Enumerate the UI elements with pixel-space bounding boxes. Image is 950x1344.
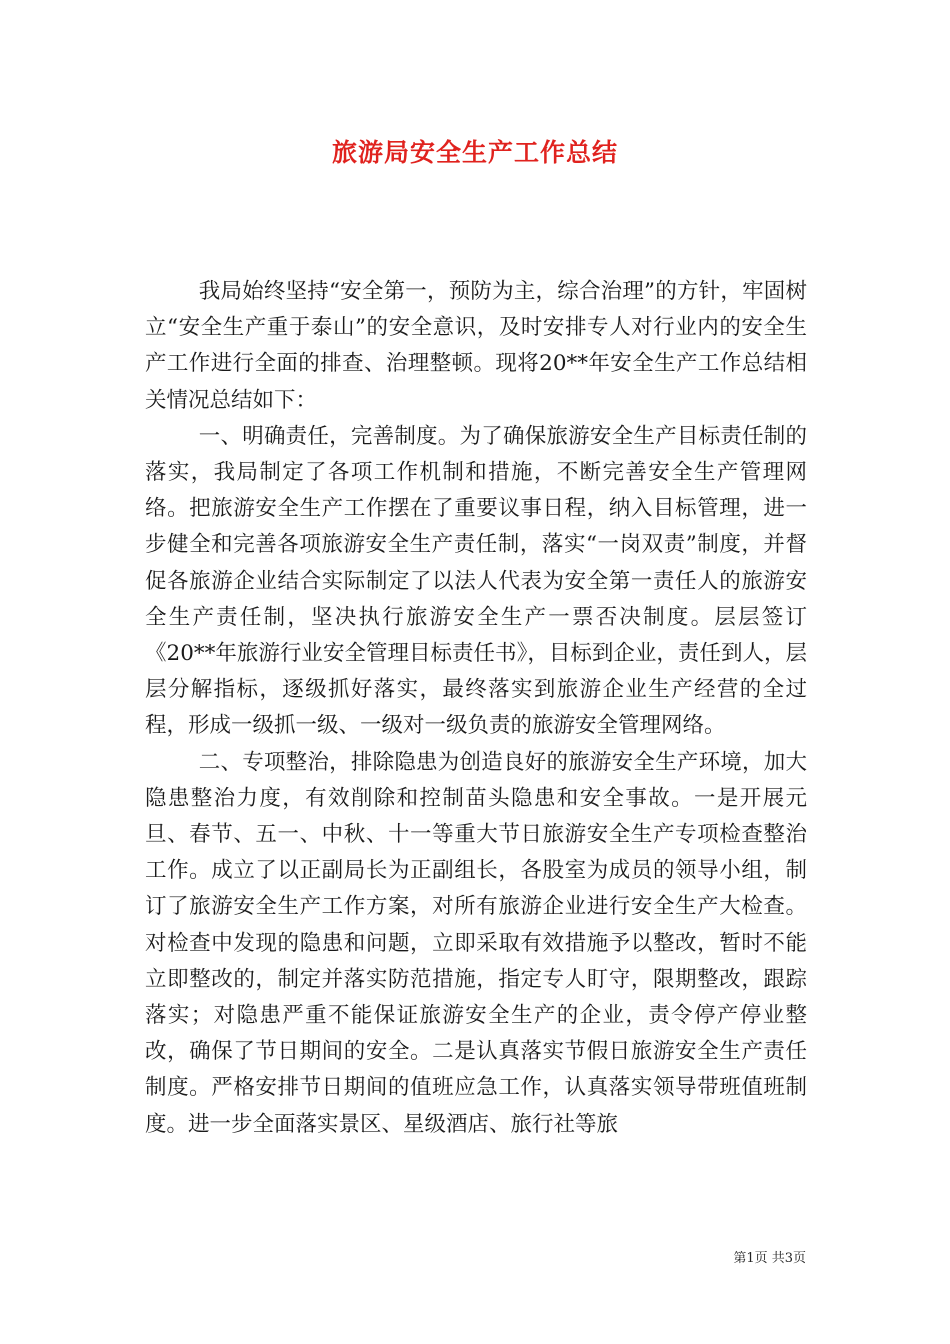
paragraph-section-2: 二、专项整治，排除隐患为创造良好的旅游安全生产环境，加大隐患整治力度，有效削除和控制苗头隐患和安全事故。一是开展元旦、春节、五一、中秋、十一等重大节日旅游安全生产专项检查整治工作。成立了以正副局长为正副组长，各股室为成员的领导小组，制订了旅游安全生产工作方案，对所有旅游企业进行安全生产大检查。对检查中发现的隐患和问题，立即采取有效措施予以整改，暂时不能立即整改的，制定并落实防范措施，指定专人盯守，限期整改，跟踪落实；对隐患严重不能保证旅游安全生产的企业，责令停产停业整改，确保了节日期间的安全。二是认真落实节假日旅游安全生产责任制度。严格安排节日期间的值班应急工作，认真落实领导带班值班制度。进一步全面落实景区、星级酒店、旅行社等旅 bbox=[145, 749, 807, 1137]
paragraph-intro: 我局始终坚持“安全第一，预防为主，综合治理”的方针，牢固树立“安全生产重于泰山”的安全意识，及时安排专人对行业内的安全生产工作进行全面的排查、治理整顿。现将20**年安全生产工作总结相关情况总结如下： bbox=[145, 279, 807, 413]
document-title: 旅游局安全生产工作总结 bbox=[331, 138, 618, 167]
paragraph-section-1: 一、明确责任，完善制度。为了确保旅游安全生产目标责任制的落实，我局制定了各项工作机制和措施，不断完善安全生产管理网络。把旅游安全生产工作摆在了重要议事日程，纳入目标管理，进一步健全和完善各项旅游安全生产责任制，落实“一岗双责”制度，并督促各旅游企业结合实际制定了以法人代表为安全第一责任人的旅游安全生产责任制，坚决执行旅游安全生产一票否决制度。层层签订《20**年旅游行业安全管理目标责任书》，目标到企业，责任到人，层层分解指标，逐级抓好落实，最终落实到旅游企业生产经营的全过程，形成一级抓一级、一级对一级负责的旅游安全管理网络。 bbox=[145, 423, 807, 739]
page-number: 第1页 共3页 bbox=[733, 1251, 806, 1266]
document-body bbox=[145, 274, 807, 1143]
